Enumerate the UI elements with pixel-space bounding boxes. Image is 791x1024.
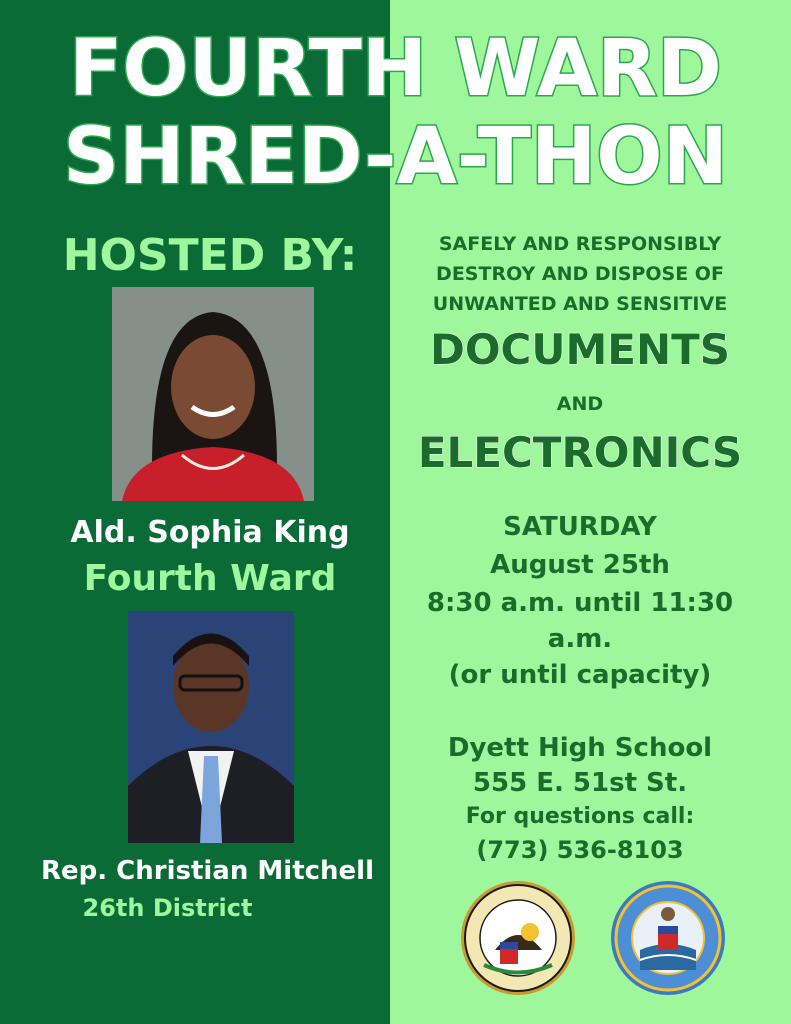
host1-title: Fourth Ward [83,558,337,599]
subtitle-line-3: UNWANTED AND SENSITIVE [432,293,728,315]
hosted-by-heading: HOSTED BY: [62,230,358,281]
chicago-city-seal-icon [610,880,726,996]
subtitle-line-1: SAFELY AND RESPONSIBLY [438,233,722,255]
host2-title: 26th District [82,894,253,922]
documents-heading: DOCUMENTS [429,325,731,374]
host1-name: Ald. Sophia King [70,515,350,550]
event-address: 555 E. 51st St. [472,768,688,798]
event-time-line-2: a.m. [547,624,613,654]
event-time-line-1: 8:30 a.m. until 11:30 [426,588,734,618]
illinois-state-seal-icon [460,880,576,996]
questions-label: For questions call: [465,804,695,829]
and-text: AND [556,393,604,415]
subtitle-line-2: DESTROY AND DISPOSE OF [436,263,724,285]
host-photo-sophia-king [112,287,314,501]
headline-line-1: FOURTH WARD [69,24,722,114]
host-photo-christian-mitchell [128,611,294,843]
host2-name: Rep. Christian Mitchell [40,856,375,886]
event-location: Dyett High School [447,733,713,763]
event-capacity-note: (or until capacity) [448,660,712,690]
event-day: SATURDAY [503,512,657,542]
phone-number: (773) 536-8103 [476,836,684,864]
event-date: August 25th [490,550,670,580]
headline-line-2: SHRED-A-THON [63,112,728,202]
electronics-heading: ELECTRONICS [417,428,743,477]
